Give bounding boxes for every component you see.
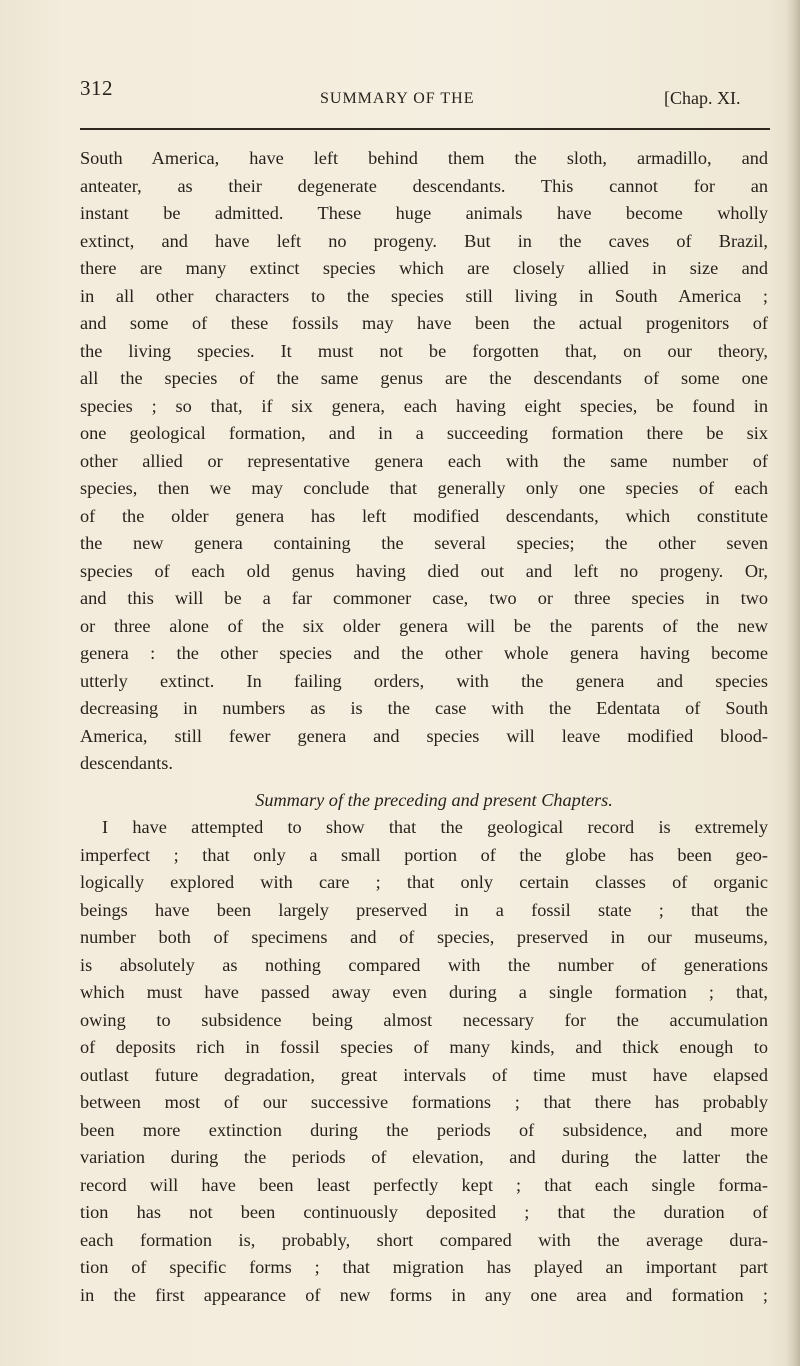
paragraph-summary — [80, 814, 768, 1309]
text-line: outlast future degradation, great intervals of time must have elapsed — [80, 1064, 768, 1085]
running-title: SUMMARY OF THE — [320, 90, 475, 107]
text-line: record will have been least perfectly kept ; that each single forma- — [80, 1174, 768, 1195]
text-line: there are many extinct species which are closely allied in size and — [80, 258, 768, 278]
chapter-reference: [Chap. XI. — [664, 88, 741, 108]
text-line: instant be admitted. These huge animals have become wholly — [80, 203, 768, 223]
text-line: in all other characters to the species still living in South America ; — [80, 285, 768, 306]
text-line: and some of these fossils may have been the actual progenitors of — [80, 313, 768, 333]
text-line: which must have passed away even during a single formation ; that, — [80, 982, 768, 1002]
text-line: is absolutely as nothing compared with the number of generations — [80, 954, 768, 975]
text-line: logically explored with care ; that only certain classes of organic — [80, 872, 768, 892]
text-line: been more extinction during the periods of subsidence, and more — [80, 1119, 768, 1140]
text-line: species ; so that, if six genera, each having eight species, be found in — [80, 395, 768, 416]
text-line: owing to subsidence being almost necessary for the accumulation — [80, 1009, 768, 1030]
text-line: South America, have left behind them the sloth, armadillo, and — [80, 148, 768, 168]
text-line: other allied or representative genera each with the same number of — [80, 450, 768, 471]
page-edge-shadow — [786, 0, 800, 1366]
text-line: of deposits rich in fossil species of many kinds, and thick enough to — [80, 1037, 768, 1057]
text-line: America, still fewer genera and species will leave modified blood- — [80, 725, 768, 746]
text-line: genera : the other species and the other whole genera having become — [80, 643, 768, 663]
text-line: extinct, and have left no progeny. But in the caves of Brazil, — [80, 230, 768, 251]
page-header — [80, 76, 770, 106]
text-line: the living species. It must not be forgotten that, on our theory, — [80, 340, 768, 361]
text-line: in the first appearance of new forms in any one area and formation ; — [80, 1284, 768, 1305]
text-line: species, then we may conclude that generally only one species of each — [80, 478, 768, 498]
text-line: tion has not been continuously deposited ; that the duration of — [80, 1202, 768, 1222]
text-line: the new genera containing the several species; the other seven — [80, 533, 768, 553]
header-rule — [80, 128, 770, 130]
text-line: anteater, as their degenerate descendants. This cannot for an — [80, 175, 768, 196]
text-line: one geological formation, and in a succeeding formation there be six — [80, 423, 768, 443]
body-text — [80, 145, 768, 1309]
paragraph-continued — [80, 145, 768, 778]
text-line: and this will be a far commoner case, two or three species in two — [80, 588, 768, 608]
text-line: I have attempted to show that the geological record is extremely — [102, 817, 768, 837]
text-line: all the species of the same genus are the descendants of some one — [80, 368, 768, 388]
text-line: each formation is, probably, short compared with the average dura- — [80, 1229, 768, 1250]
text-line: variation during the periods of elevation, and during the latter the — [80, 1147, 768, 1167]
text-line: decreasing in numbers as is the case with the Edentata of South — [80, 698, 768, 718]
text-line: utterly extinct. In failing orders, with the genera and species — [80, 670, 768, 691]
text-line: of the older genera has left modified descendants, which constitute — [80, 505, 768, 526]
text-line: beings have been largely preserved in a fossil state ; that the — [80, 899, 768, 920]
page-number: 312 — [80, 76, 113, 100]
text-line: tion of specific forms ; that migration has played an important part — [80, 1257, 768, 1277]
text-line: number both of specimens and of species, preserved in our museums, — [80, 927, 768, 947]
section-heading: Summary of the preceding and present Chapters. — [255, 789, 613, 810]
text-line: descendants. — [80, 753, 173, 773]
text-line: species of each old genus having died out and left no progeny. Or, — [80, 560, 768, 581]
text-line: imperfect ; that only a small portion of the globe has been geo- — [80, 844, 768, 865]
text-line: or three alone of the six older genera will be the parents of the new — [80, 615, 768, 636]
text-line: between most of our successive formations ; that there has probably — [80, 1092, 768, 1112]
